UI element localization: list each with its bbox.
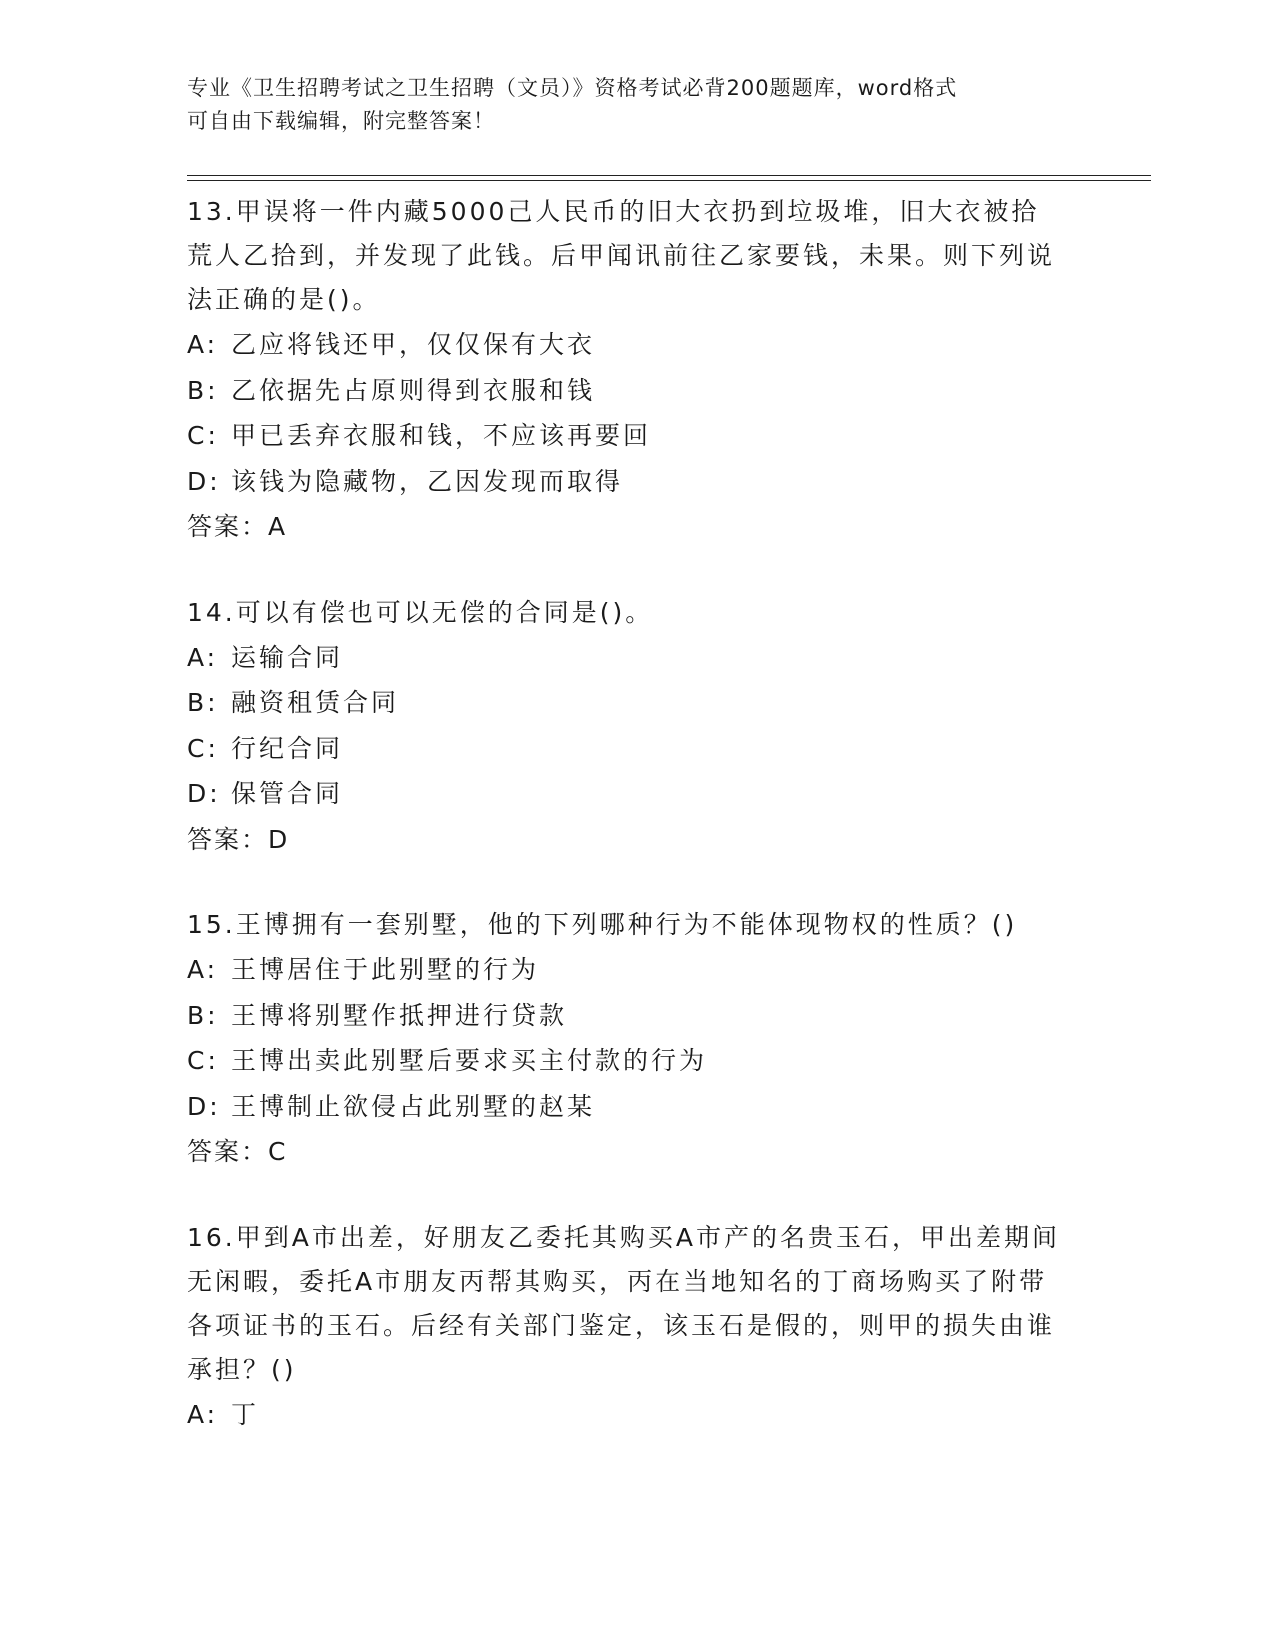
option-text: 运输合同 xyxy=(231,642,344,672)
question-14 xyxy=(187,591,1067,863)
document-header xyxy=(187,72,1067,138)
answer-line: 答案：D xyxy=(187,824,290,854)
question-text: 15.王博拥有一套别墅，他的下列哪种行为不能体现物权的性质？() xyxy=(187,910,1018,939)
header-line-2: 可自由下载编辑，附完整答案！ xyxy=(187,109,495,133)
option-key: D: xyxy=(187,466,221,496)
question-text: 14.可以有偿也可以无偿的合同是()。 xyxy=(187,597,654,627)
header-divider-top xyxy=(187,175,1151,176)
option-text: 该钱为隐藏物，乙因发现而取得 xyxy=(231,466,624,496)
option-text: 王博出卖此别墅后要求买主付款的行为 xyxy=(231,1046,708,1075)
option-text: 王博将别墅作抵押进行贷款 xyxy=(231,1000,568,1030)
option-b xyxy=(187,993,1067,1039)
option-text: 王博居住于此别墅的行为 xyxy=(231,955,540,984)
question-15 xyxy=(187,903,1067,1175)
option-text: 乙应将钱还甲，仅仅保有大衣 xyxy=(231,330,596,359)
option-a xyxy=(187,322,1067,368)
option-text: 甲已丢弃衣服和钱，不应该再要回 xyxy=(231,421,652,450)
option-key: A: xyxy=(187,1399,219,1429)
option-key: D: xyxy=(187,779,221,808)
option-a xyxy=(187,635,1067,681)
option-text: 行纪合同 xyxy=(231,733,344,763)
option-a xyxy=(187,947,1067,993)
option-b xyxy=(187,368,1067,414)
option-key: B: xyxy=(187,688,219,717)
option-c xyxy=(187,726,1067,772)
option-key: D: xyxy=(187,1091,221,1121)
question-16 xyxy=(187,1216,1067,1438)
header-line-1: 专业《卫生招聘考试之卫生招聘（文员）》资格考试必背200题题库，word格式 xyxy=(187,76,958,100)
option-key: A: xyxy=(187,642,219,672)
option-text: 王博制止欲侵占此别墅的赵某 xyxy=(231,1091,596,1121)
option-text: 乙依据先占原则得到衣服和钱 xyxy=(231,375,596,405)
question-text: 16.甲到A市出差，好朋友乙委托其购买A市产的名贵玉石，甲出差期间无闲暇，委托A市朋友丙帮其购买，丙在当地知名的丁商场购买了附带各项证书的玉石。后经有关部门鉴定，该玉石是假的，则甲的损失由谁承担？() xyxy=(187,1222,1060,1384)
question-text: 13.甲误将一件内藏5000己人民币的旧大衣扔到垃圾堆，旧大衣被拾荒人乙拾到，并发现了此钱。后甲闻讯前往乙家要钱，未果。则下列说法正确的是()。 xyxy=(187,197,1056,314)
option-key: C: xyxy=(187,733,219,763)
header-divider-bottom xyxy=(187,180,1151,181)
option-c xyxy=(187,1038,1067,1084)
option-d xyxy=(187,1084,1067,1130)
answer-line: 答案：A xyxy=(187,512,288,541)
option-b xyxy=(187,680,1067,726)
option-c xyxy=(187,413,1067,459)
option-text: 丁 xyxy=(231,1399,260,1429)
option-d xyxy=(187,771,1067,817)
option-d xyxy=(187,459,1067,505)
option-key: C: xyxy=(187,1046,219,1075)
option-key: B: xyxy=(187,1000,219,1030)
option-text: 保管合同 xyxy=(231,779,344,808)
question-list xyxy=(187,190,1067,1478)
option-text: 融资租赁合同 xyxy=(231,688,400,717)
option-key: B: xyxy=(187,375,219,405)
option-key: A: xyxy=(187,330,219,359)
option-key: A: xyxy=(187,955,219,984)
option-a xyxy=(187,1392,1067,1438)
option-key: C: xyxy=(187,421,219,450)
question-13 xyxy=(187,190,1067,550)
answer-line: 答案：C xyxy=(187,1137,288,1166)
